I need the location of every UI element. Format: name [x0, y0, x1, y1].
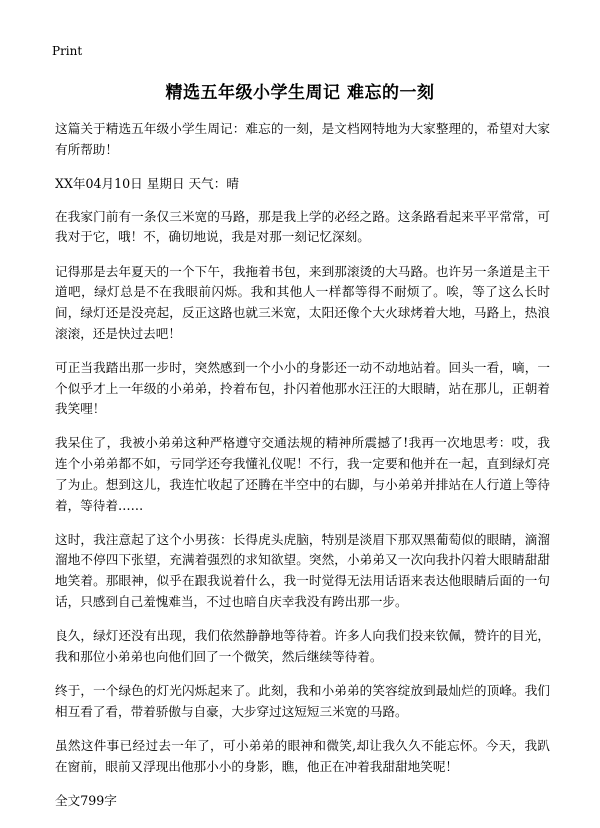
- document-body: [55, 119, 550, 825]
- body-paragraph: 可正当我踏出那一步时，突然感到一个小小的身影还一动不动地站着。回头一看，嘀，一个似乎才上一年级的小弟弟，拎着布包，扑闪着他那水汪汪的大眼睛，站在那儿，正朝着我笑哩！: [55, 359, 550, 417]
- intro-paragraph: 这篇关于精选五年级小学生周记：难忘的一刻，是文档网特地为大家整理的，希望对大家有所帮助！: [55, 121, 550, 157]
- body-paragraph: 在我家门前有一条仅三米宽的马路，那是我上学的必经之路。这条路看起来平平常常，可我对于它，哦！不，确切地说，我是对那一刻记忆深刻。: [55, 208, 550, 245]
- body-paragraph: 良久，绿灯还没有出现，我们依然静静地等待着。许多人向我们投来钦佩，赞许的目光，我和那位小弟弟也向他们回了一个微笑，然后继续等待着。: [55, 628, 550, 664]
- document-title: 精选五年级小学生周记 难忘的一刻: [165, 83, 435, 103]
- body-paragraph: 记得那是去年夏天的一个下午，我拖着书包，来到那滚烫的大马路。也许另一条道是主干道吧，绿灯总是不在我眼前闪烁。我和其他人一样都等得不耐烦了。唉，等了这么长时间，绿灯还是没亮起，反正这路也就三米宽，太阳还像个大火球烤着大地，马路上，热浪滚滚，还是快过去吧！: [55, 263, 550, 341]
- print-link[interactable]: Print: [52, 44, 83, 58]
- word-count: 全文799字: [55, 792, 117, 808]
- body-paragraph: 虽然这件事已经过去一年了，可小弟弟的眼神和微笑,却让我久久不能忘怀。今天，我趴在窗前，眼前又浮现出他那小小的身影，瞧，他正在冲着我甜甜地笑呢！: [55, 737, 550, 774]
- body-paragraph: 我呆住了，我被小弟弟这种严格遵守交通法规的精神所震撼了!我再一次地思考：哎，我连个小弟弟都不如，亏同学还夸我懂礼仪呢！不行，我一定要和他并在一起，直到绿灯亮了为止。想到这儿，我连忙收起了还腾在半空中的右脚，与小弟弟并排站在人行道上等待着，等待着……: [55, 435, 550, 513]
- body-paragraph: 终于，一个绿色的灯光闪烁起来了。此刻，我和小弟弟的笑容绽放到最灿烂的顶峰。我们相互看了看，带着骄傲与自豪，大步穿过这短短三米宽的马路。: [55, 682, 550, 719]
- date-weather-line: XX年04月10日 星期日 天气：晴: [55, 175, 239, 191]
- body-paragraph: 这时，我注意起了这个小男孩：长得虎头虎脑，特别是淡眉下那双黑葡萄似的眼睛，滴溜溜地不停四下张望，充满着强烈的求知欲望。突然，小弟弟又一次向我扑闪着大眼睛甜甜地笑着。那眼神，似乎在跟我说着什么，我一时觉得无法用话语来表达他眼睛后面的一句话，只感到自己羞愧难当，不过也暗自庆幸我没有跨出那一步。: [55, 531, 550, 609]
